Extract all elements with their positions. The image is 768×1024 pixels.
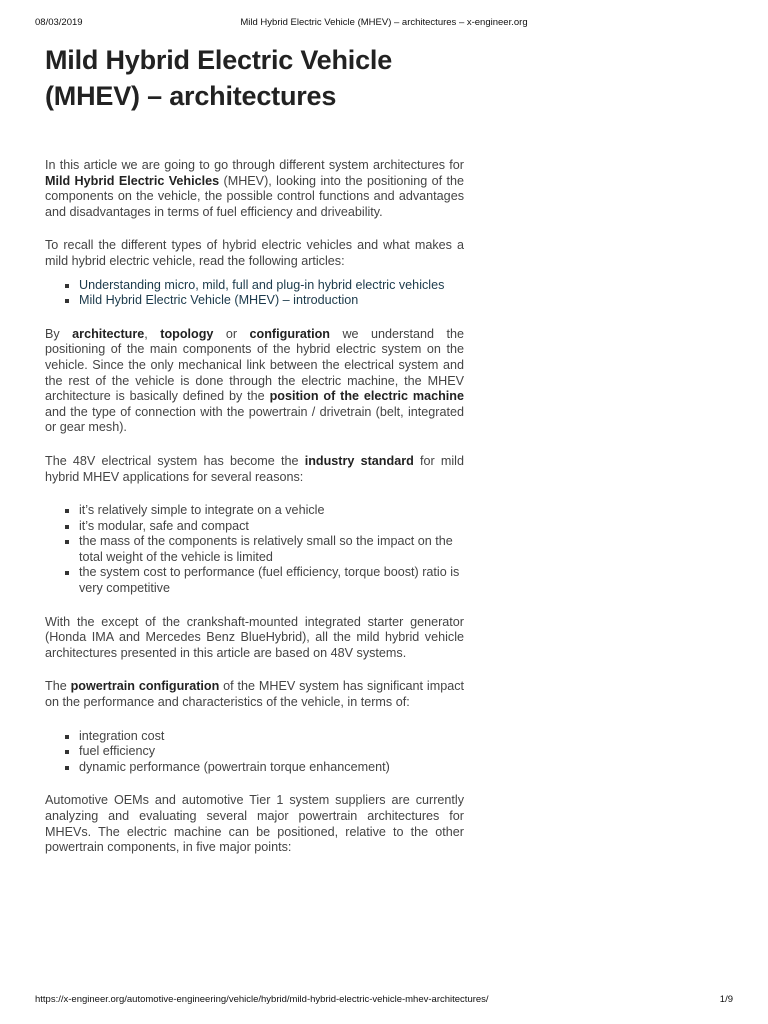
bold-term: configuration [249, 326, 330, 341]
text: In this article we are going to go through different system architectures for [45, 158, 464, 172]
bullet-icon [65, 284, 69, 288]
architecture-paragraph [45, 327, 464, 436]
print-footer [35, 994, 733, 1008]
page-number: 1/9 [719, 994, 733, 1005]
text: for mild hybrid MHEV applications for several reasons: [45, 453, 464, 484]
text: , [144, 326, 161, 341]
recall-paragraph: To recall the different types of hybrid electric vehicles and what makes a mild hybrid electric vehicle, read the following articles: [45, 238, 464, 268]
bullet-icon [65, 571, 69, 575]
oem-paragraph: Automotive OEMs and automotive Tier 1 system suppliers are currently analyzing and evaluating several major powertrain architectures for MHEVs. The electric machine can be positioned, relative to the other powertrain components, in five major points: [45, 793, 464, 855]
article [45, 42, 464, 874]
print-date: 08/03/2019 [35, 17, 83, 28]
list-item [79, 278, 464, 294]
bullet-icon [65, 766, 69, 770]
list-item [79, 744, 464, 760]
bullet-icon [65, 540, 69, 544]
list-item [79, 503, 464, 519]
list-item [79, 519, 464, 535]
print-header [35, 17, 733, 31]
list-item-text: dynamic performance (powertrain torque enhancement) [79, 759, 390, 774]
bold-term: topology [160, 326, 214, 341]
article-title [45, 42, 464, 114]
bold-term: Mild Hybrid Electric Vehicles [45, 173, 220, 188]
list-item-text: fuel efficiency [79, 744, 156, 759]
standard-paragraph [45, 454, 464, 485]
article-title-line-1: Mild Hybrid Electric Vehicle [45, 45, 393, 75]
text: or [213, 326, 250, 341]
list-item [79, 760, 464, 776]
text: we understand the positioning of the main components of the hybrid electric system on the vehicle. Since the only mechanical link between the electrical system and the rest of the vehicle is done through the electric machine, the MHEV architecture is basically defined by the [45, 326, 465, 404]
list-item-text: it’s relatively simple to integrate on a vehicle [79, 503, 325, 518]
text: and the type of connection with the powertrain / drivetrain (belt, integrated or gear mesh). [45, 404, 464, 435]
list-item [79, 729, 464, 745]
link-mhev-introduction[interactable]: Mild Hybrid Electric Vehicle (MHEV) – introduction [79, 293, 359, 308]
intro-paragraph [45, 158, 464, 220]
list-item-text: the mass of the components is relatively small so the impact on the total weight of the vehicle is limited [79, 534, 453, 564]
bullet-icon [65, 509, 69, 513]
text: By [45, 326, 73, 341]
bold-term: architecture [72, 326, 145, 341]
article-title-line-2: (MHEV) – architectures [45, 81, 337, 111]
bold-term: industry standard [304, 453, 414, 468]
related-articles-list [45, 278, 464, 309]
reasons-list [45, 503, 464, 597]
list-item [79, 565, 464, 596]
bold-term: powertrain configuration [70, 679, 220, 694]
impacts-list [45, 729, 464, 776]
text: The 48V electrical system has become the [45, 453, 305, 468]
link-micro-mild-full-plugin[interactable]: Understanding micro, mild, full and plug-in hybrid electric vehicles [79, 277, 445, 292]
text: (MHEV), looking into the positioning of the components on the vehicle, the possible control functions and advantages and disadvantages in terms of fuel efficiency and driveability. [45, 173, 464, 219]
print-url: https://x-engineer.org/automotive-engineering/vehicle/hybrid/mild-hybrid-electric-vehicle-mhev-architectures/ [35, 994, 489, 1005]
list-item-text: it’s modular, safe and compact [79, 518, 249, 533]
list-item-text: the system cost to performance (fuel efficiency, torque boost) ratio is very competitive [79, 565, 460, 596]
bold-term: position of the electric machine [269, 389, 464, 404]
bullet-icon [65, 299, 69, 303]
exception-paragraph: With the except of the crankshaft-mounted integrated starter generator (Honda IMA and Mercedes Benz BlueHybrid), all the mild hybrid vehicle architectures presented in this article are based on 48V systems. [45, 614, 464, 660]
list-item-text: integration cost [79, 728, 165, 743]
configuration-paragraph [45, 679, 464, 710]
list-item [79, 534, 464, 565]
print-page-title: Mild Hybrid Electric Vehicle (MHEV) – architectures – x-engineer.org [240, 17, 528, 28]
text: of the MHEV system has significant impact on the performance and characteristics of the vehicle, in terms of: [45, 679, 465, 710]
bullet-icon [65, 735, 69, 739]
list-item [79, 293, 464, 309]
bullet-icon [65, 750, 69, 754]
bullet-icon [65, 525, 69, 529]
text: The [45, 679, 71, 694]
